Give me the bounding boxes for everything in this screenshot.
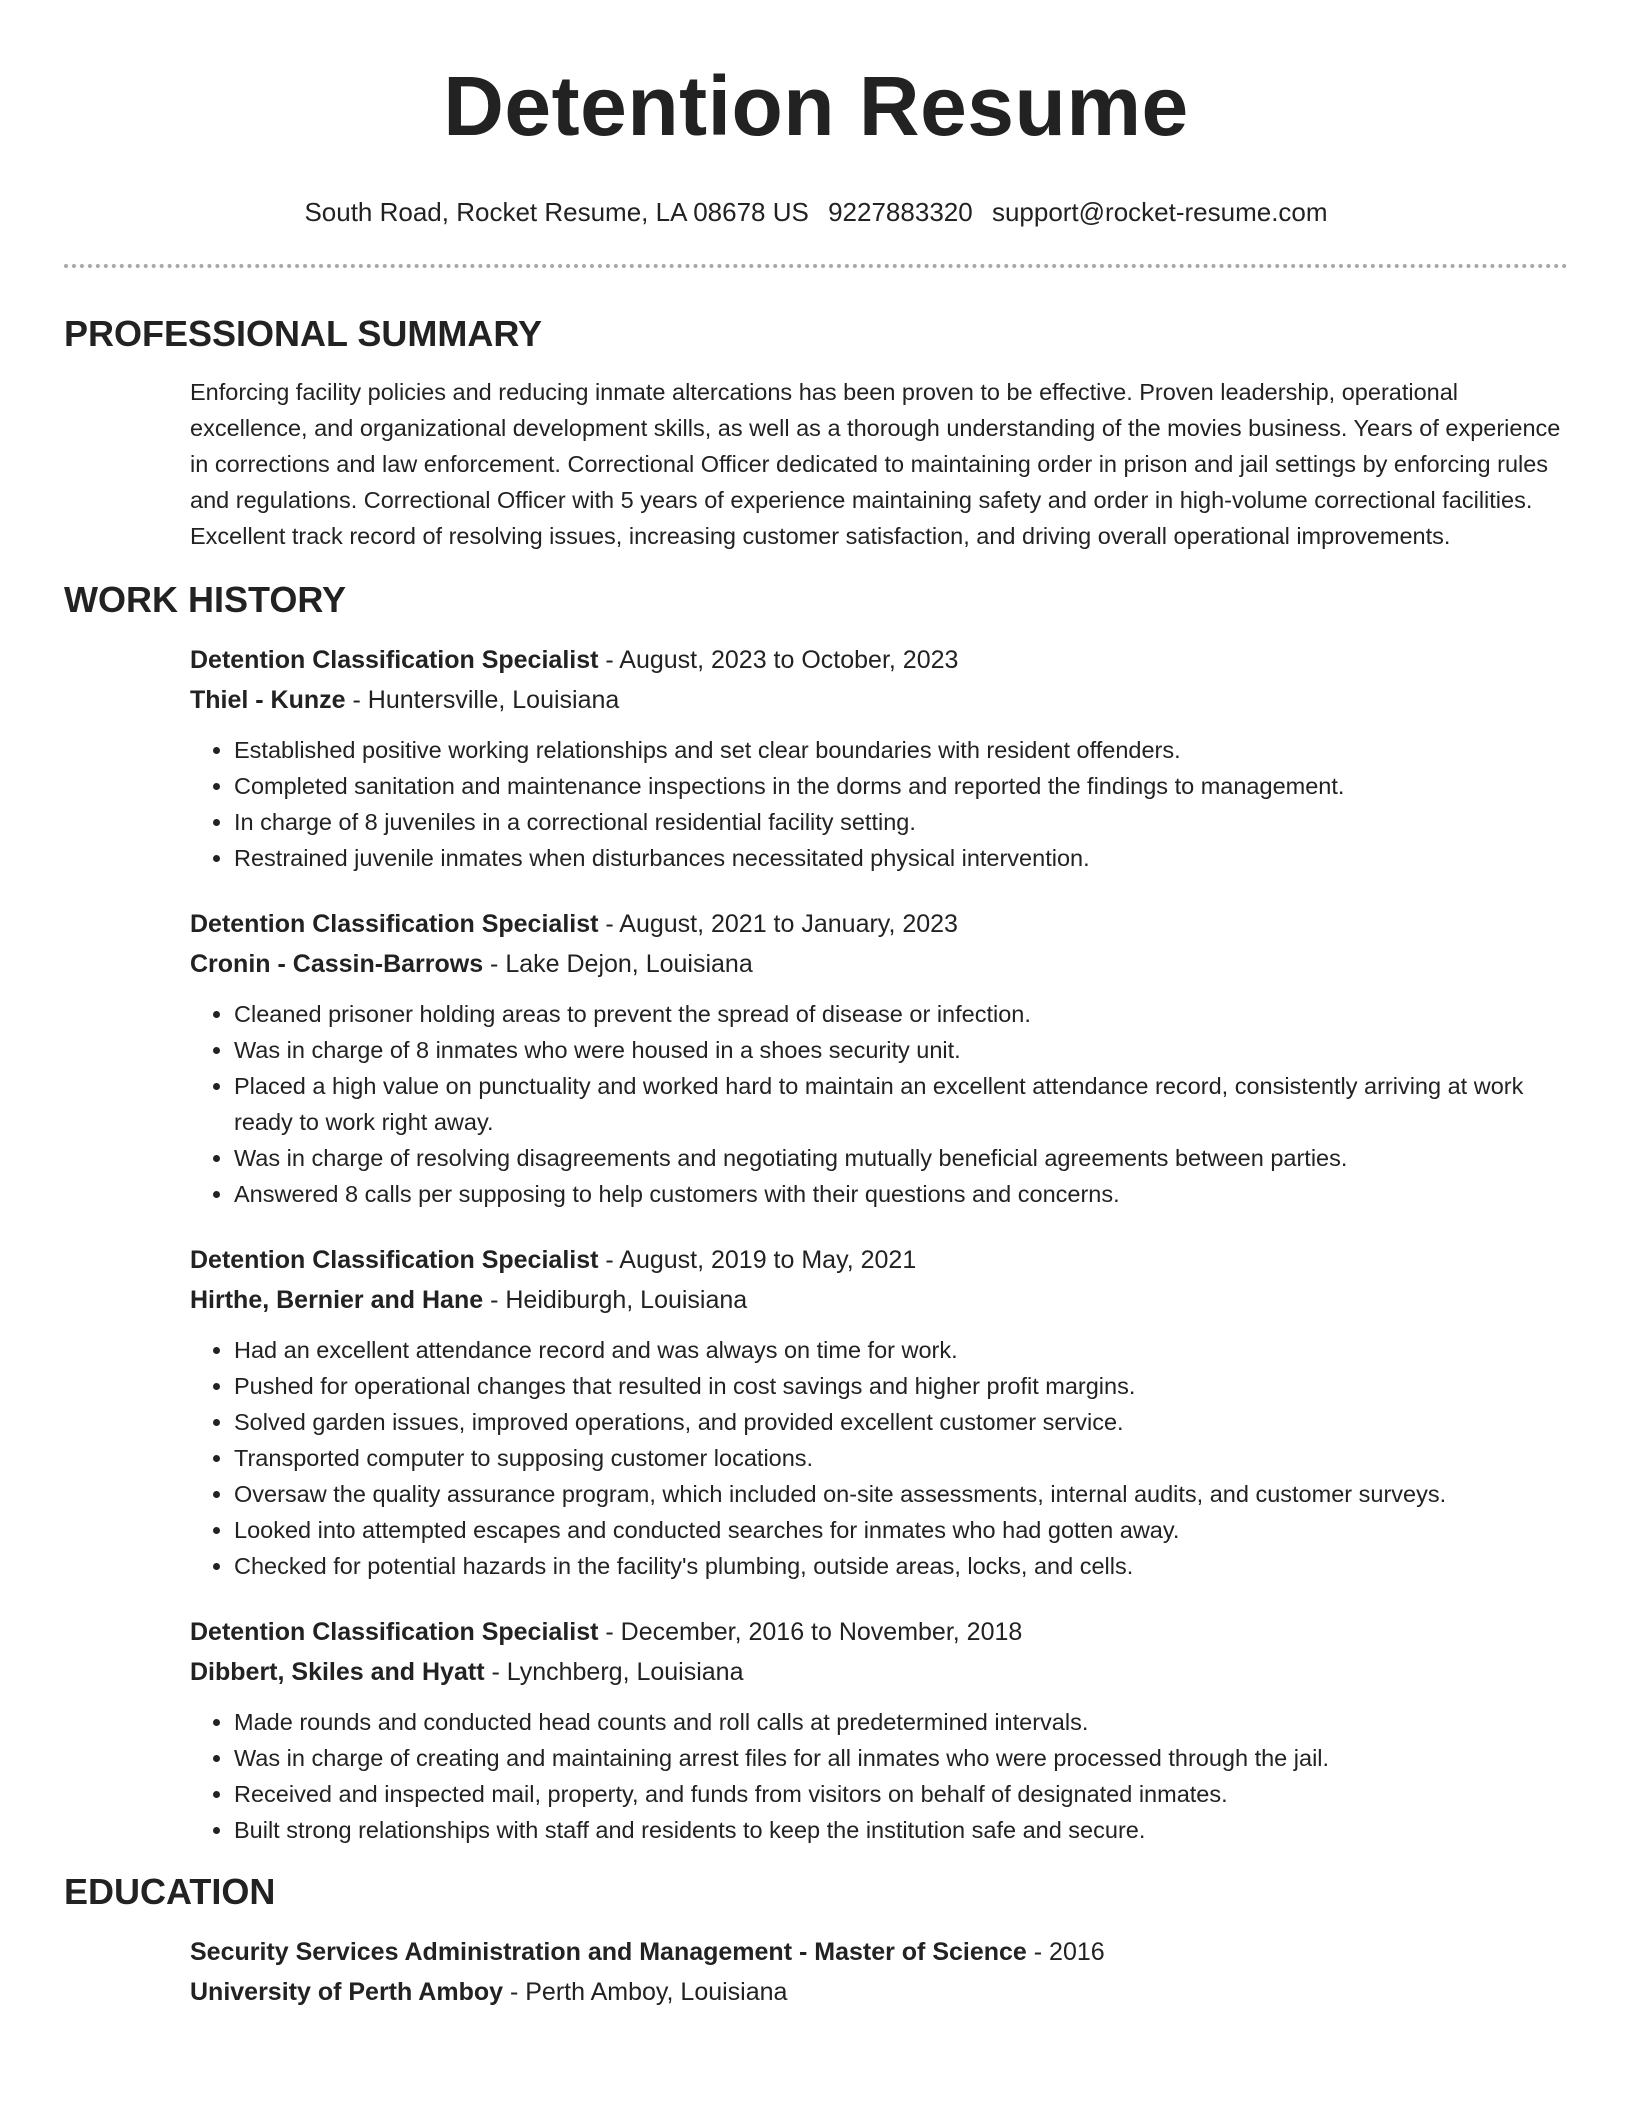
work-history-heading: WORK HISTORY xyxy=(64,579,347,620)
education-year: - 2016 xyxy=(1026,1938,1105,1966)
job-bullets xyxy=(190,732,1568,876)
job-entry xyxy=(64,1614,1568,1848)
job-heading xyxy=(190,1614,1568,1650)
list-item: • Solved garden issues, improved operations, and provided excellent customer service. xyxy=(234,1404,1568,1440)
job-heading xyxy=(190,1242,1568,1278)
job-dates: - August, 2019 to May, 2021 xyxy=(598,1246,917,1274)
list-item: • Oversaw the quality assurance program, which included on-site assessments, internal audits, and customer surveys. xyxy=(234,1476,1568,1512)
list-item: • Was in charge of 8 inmates who were housed in a shoes security unit. xyxy=(234,1032,1568,1068)
job-role: Detention Classification Specialist xyxy=(190,646,599,674)
summary-section xyxy=(64,312,1568,554)
job-dates: - August, 2021 to January, 2023 xyxy=(598,910,958,938)
job-role: Detention Classification Specialist xyxy=(190,1618,599,1646)
job-company: Dibbert, Skiles and Hyatt xyxy=(190,1658,485,1686)
job-bullets xyxy=(190,1704,1568,1848)
education-school: University of Perth Amboy xyxy=(190,1978,504,2006)
job-entry xyxy=(64,1242,1568,1584)
job-dates: - December, 2016 to November, 2018 xyxy=(598,1618,1023,1646)
job-company-line xyxy=(190,1654,1568,1690)
job-bullets xyxy=(190,1332,1568,1584)
education-degree: Security Services Administration and Management - Master of Science xyxy=(190,1938,1027,1966)
contact-address: South Road, Rocket Resume, LA 08678 US xyxy=(304,197,809,227)
list-item: • Restrained juvenile inmates when disturbances necessitated physical intervention. xyxy=(234,840,1568,876)
education-degree-line xyxy=(190,1934,1568,1970)
list-item: • Received and inspected mail, property, and funds from visitors on behalf of designated inmates. xyxy=(234,1776,1568,1812)
job-heading xyxy=(190,906,1568,942)
list-item: • Built strong relationships with staff and residents to keep the institution safe and secure. xyxy=(234,1812,1568,1848)
list-item: • Answered 8 calls per supposing to help customers with their questions and concerns. xyxy=(234,1176,1568,1212)
job-location: - Lake Dejon, Louisiana xyxy=(483,950,753,978)
list-item: • Transported computer to supposing customer locations. xyxy=(234,1440,1568,1476)
job-location: - Lynchberg, Louisiana xyxy=(484,1658,744,1686)
job-company: Hirthe, Bernier and Hane xyxy=(190,1286,484,1314)
job-bullets xyxy=(190,996,1568,1212)
list-item: • Had an excellent attendance record and was always on time for work. xyxy=(234,1332,1568,1368)
job-entry xyxy=(64,642,1568,876)
contact-email: support@rocket-resume.com xyxy=(991,197,1328,227)
job-role: Detention Classification Specialist xyxy=(190,1246,599,1274)
summary-heading: PROFESSIONAL SUMMARY xyxy=(64,313,543,354)
education-heading: EDUCATION xyxy=(64,1871,276,1912)
resume-title: Detention Resume xyxy=(443,59,1189,153)
education-location: - Perth Amboy, Louisiana xyxy=(503,1978,788,2006)
list-item: • Was in charge of resolving disagreements and negotiating mutually beneficial agreements between parties. xyxy=(234,1140,1568,1176)
job-role: Detention Classification Specialist xyxy=(190,910,599,938)
job-heading xyxy=(190,642,1568,678)
contact-phone: 9227883320 xyxy=(828,197,973,227)
list-item: • Established positive working relationships and set clear boundaries with resident offenders. xyxy=(234,732,1568,768)
list-item: • Looked into attempted escapes and conducted searches for inmates who had gotten away. xyxy=(234,1512,1568,1548)
work-history-section xyxy=(64,578,1568,1848)
list-item: • Was in charge of creating and maintaining arrest files for all inmates who were processed through the jail. xyxy=(234,1740,1568,1776)
header-divider xyxy=(64,264,1568,268)
job-location: - Huntersville, Louisiana xyxy=(345,686,620,714)
job-company-line xyxy=(190,946,1568,982)
list-item: • Checked for potential hazards in the facility's plumbing, outside areas, locks, and cells. xyxy=(234,1548,1568,1584)
job-company: Cronin - Cassin-Barrows xyxy=(190,950,484,978)
list-item: • Placed a high value on punctuality and worked hard to maintain an excellent attendance record, consistently arriving at work ready to work right away. xyxy=(234,1068,1568,1140)
job-company: Thiel - Kunze xyxy=(190,686,346,714)
job-dates: - August, 2023 to October, 2023 xyxy=(598,646,959,674)
list-item: • Completed sanitation and maintenance inspections in the dorms and reported the findings to management. xyxy=(234,768,1568,804)
list-item: • Pushed for operational changes that resulted in cost savings and higher profit margins. xyxy=(234,1368,1568,1404)
job-location: - Heidiburgh, Louisiana xyxy=(483,1286,748,1314)
list-item: • Made rounds and conducted head counts and roll calls at predetermined intervals. xyxy=(234,1704,1568,1740)
job-company-line xyxy=(190,1282,1568,1318)
contact-line xyxy=(64,194,1568,230)
job-company-line xyxy=(190,682,1568,718)
summary-text: Enforcing facility policies and reducing inmate altercations has been proven to be effective. Proven leadership, operational excellence, and organizational development skills, as well as a thorough understanding of the movies business. Years of experience in corrections and law enforcement. Correctional Officer dedicated to maintaining order in prison and jail settings by enforcing rules and regulations. Correctional Officer with 5 years of experience maintaining safety and order in high-volume correctional facilities. Excellent track record of resolving issues, increasing customer satisfaction, and driving overall operational improvements. xyxy=(190,379,1561,549)
education-school-line xyxy=(190,1974,1568,2010)
education-section xyxy=(64,1870,1568,2010)
job-entry xyxy=(64,906,1568,1212)
list-item: • In charge of 8 juveniles in a correctional residential facility setting. xyxy=(234,804,1568,840)
list-item: • Cleaned prisoner holding areas to prevent the spread of disease or infection. xyxy=(234,996,1568,1032)
